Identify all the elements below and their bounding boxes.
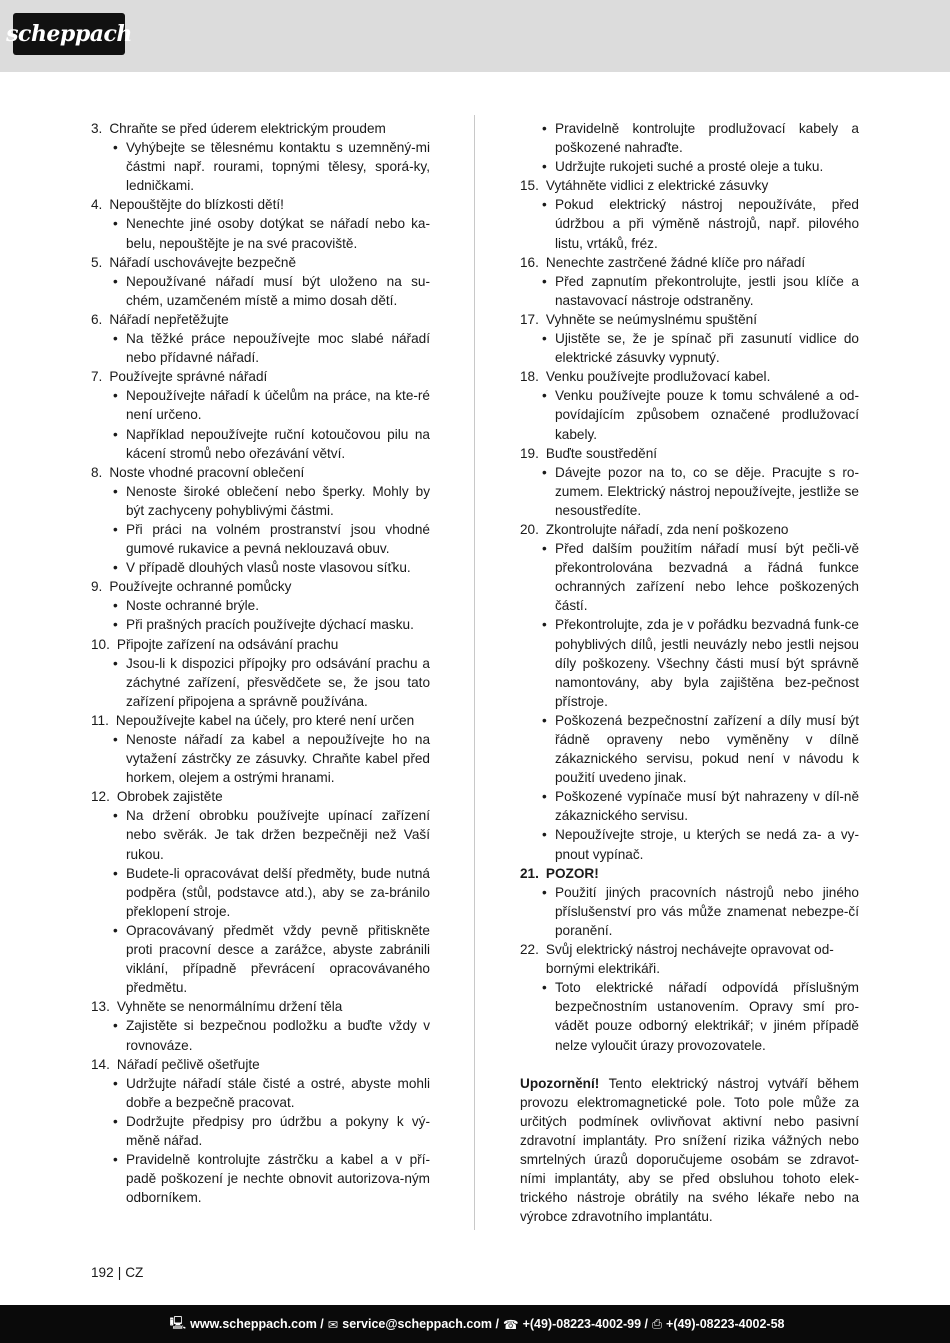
footer-phone: +(49)-08223-4002-99 / — [522, 1317, 648, 1331]
instruction-title: Vyhněte se neúmyslnému spuštění — [545, 311, 757, 327]
instruction-number: 12. — [91, 789, 110, 805]
bullet-text: V případě dlouhých vlasů noste vlasovou síťku. — [126, 560, 411, 576]
instruction-heading — [91, 997, 430, 1016]
bullet-item — [113, 138, 430, 195]
bullet-icon: • — [542, 541, 547, 557]
bullet-text: Vyhýbejte se tělesnému kontaktu s uzemněný-mi částmi např. rourami, topnými tělesy, sporá-ky, ledničkami. — [126, 140, 430, 194]
warning-label: Upozornění! — [520, 1075, 600, 1091]
bullet-text: Například nepoužívejte ruční kotoučovou pilu na kácení stromů nebo ořezávání větví. — [126, 426, 430, 461]
bullet-icon: • — [542, 159, 547, 175]
instruction-title: Používejte ochranné pomůcky — [109, 579, 292, 595]
bullet-icon: • — [542, 197, 547, 213]
instruction-heading — [520, 253, 859, 272]
bullet-text: Překontrolujte, zda je v pořádku bezvadná funk-ce pohyblivých dílů, jestli neuvázly nebo jestli nejsou díly poškozeny. Všechny části musí být správně namontovány, aby byla zajištěna bez-pečnost přístroje. — [555, 617, 859, 709]
bullet-text: Budete-li opracovávat delší předměty, bude nutná podpěra (stůl, podstavce atd.), aby se za-bránilo překlopení stroje. — [126, 865, 430, 919]
bullet-icon: • — [542, 712, 547, 728]
bullet-text: Venku používejte pouze k tomu schválené a od-povídajícím způsobem označené prodlužovací kabely. — [555, 388, 859, 442]
instruction-number: 7. — [91, 369, 103, 385]
instruction-number: 8. — [91, 464, 103, 480]
fax-icon: ⎙ — [652, 1316, 663, 1331]
bullet-item — [542, 825, 859, 863]
bullet-item — [542, 711, 859, 787]
bullet-text: Dávejte pozor na to, co se děje. Pracujte s ro-zumem. Elektrický nástroj nepoužívejte, jestliže se nesoustředíte. — [555, 464, 859, 518]
bullet-item — [113, 1074, 430, 1112]
bullet-icon: • — [542, 980, 547, 996]
bullet-text: Při prašných pracích používejte dýchací masku. — [126, 617, 414, 633]
bullet-text: Opracovávaný předmět vždy pevně přitiskněte proti pracovní desce a zarážce, abyste zabránili viklání, případně převrácení opracovávaného předmětu. — [126, 922, 430, 996]
bullet-icon: • — [542, 331, 547, 347]
bullet-text: Nenoste nářadí za kabel a nepoužívejte ho na vytažení zástrčky ze zásuvky. Chraňte kabel před horkem, olejem a ostrými hranami. — [126, 732, 430, 786]
bullet-item — [113, 596, 430, 615]
bullet-item — [113, 921, 430, 997]
instruction-title: Noste vhodné pracovní oblečení — [109, 464, 305, 480]
instruction-heading — [520, 864, 859, 883]
header-bar — [0, 0, 950, 72]
bullet-icon: • — [542, 388, 547, 404]
instruction-number: 14. — [91, 1056, 110, 1072]
footer-email[interactable]: service@scheppach.com / — [342, 1317, 499, 1331]
bullet-text: Na držení obrobku používejte upínací zařízení nebo svěrák. Je tak držen bezpečněji než Vaší rukou. — [126, 808, 430, 862]
bullet-icon: • — [113, 1018, 118, 1034]
page-number-value: 192 — [91, 1265, 114, 1280]
bullet-icon: • — [542, 617, 547, 633]
instruction-heading — [91, 253, 430, 272]
bullet-item — [113, 1112, 430, 1150]
bullet-icon: • — [542, 121, 547, 136]
instruction-title: Obrobek zajistěte — [116, 789, 223, 805]
bullet-item — [113, 1016, 430, 1054]
computer-icon: 🖳 — [169, 1315, 187, 1330]
instruction-heading — [520, 940, 859, 978]
bullet-item — [113, 864, 430, 921]
instruction-title: Nářadí nepřetěžujte — [109, 311, 229, 327]
bullet-item — [113, 329, 430, 367]
bullet-item — [113, 386, 430, 424]
instruction-heading — [91, 463, 430, 482]
bullet-icon: • — [113, 655, 118, 671]
instruction-number: 13. — [91, 999, 110, 1015]
instruction-heading — [91, 195, 430, 214]
bullet-text: Nenoste široké oblečení nebo šperky. Mohly by být zachyceny pohyblivými částmi. — [126, 483, 430, 518]
bullet-text: Nenechte jiné osoby dotýkat se nářadí nebo ka-belu, nepouštějte je na své pracoviště. — [126, 216, 430, 251]
instruction-heading — [520, 444, 859, 463]
bullet-item — [113, 482, 430, 520]
emf-warning-paragraph — [520, 1074, 859, 1227]
instruction-number: 3. — [91, 121, 103, 136]
bullet-item — [113, 558, 430, 577]
column-divider — [474, 115, 475, 1230]
phone-icon: ☎ — [502, 1317, 519, 1332]
instruction-heading — [91, 310, 430, 329]
instruction-title: Používejte správné nářadí — [109, 369, 268, 385]
instruction-heading — [91, 787, 430, 806]
instruction-number: 16. — [520, 254, 539, 270]
bullet-text: Při práci na volném prostranství jsou vhodné gumové rukavice a pevná neklouzavá obuv. — [126, 521, 430, 557]
bullet-text: Udržujte nářadí stále čisté a ostré, abyste mohli dobře a bezpečně pracovat. — [126, 1075, 430, 1110]
instruction-number: 19. — [520, 445, 539, 461]
instruction-title: Chraňte se před úderem elektrickým proudem — [109, 121, 386, 136]
bullet-item — [113, 730, 430, 787]
bullet-text: Nepoužívané nářadí musí být uloženo na su-chém, uzamčeném místě a mimo dosah dětí. — [126, 273, 430, 308]
bullet-item — [113, 520, 430, 558]
bullet-item — [113, 806, 430, 863]
bullet-item — [113, 214, 430, 252]
instruction-number: 21. — [520, 865, 539, 881]
bullet-icon: • — [113, 521, 118, 537]
left-column — [91, 119, 430, 1207]
bullet-item — [542, 539, 859, 615]
bullet-icon: • — [113, 598, 118, 614]
bullet-item — [542, 195, 859, 252]
bullet-icon: • — [113, 922, 118, 938]
bullet-icon: • — [542, 789, 547, 805]
bullet-text: Použití jiných pracovních nástrojů nebo jiného příslušenství pro vás může znamenat nebezpe-čí poranění. — [555, 884, 859, 938]
bullet-item — [113, 615, 430, 634]
mail-icon: ✉ — [327, 1317, 339, 1332]
bullet-text: Poškozené vypínače musí být nahrazeny v díl-ně zákaznického servisu. — [555, 789, 859, 824]
instruction-title: Svůj elektrický nástroj nechávejte opravovat od-bornými elektrikáři. — [545, 942, 834, 977]
bullet-item — [113, 425, 430, 463]
bullet-text: Zajistěte si bezpečnou podložku a buďte vždy v rovnováze. — [126, 1018, 430, 1053]
right-column — [520, 119, 859, 1226]
bullet-item — [542, 615, 859, 710]
bullet-icon: • — [113, 273, 118, 289]
instruction-title: Nářadí pečlivě ošetřujte — [116, 1056, 260, 1072]
bullet-item — [542, 329, 859, 367]
bullet-icon: • — [542, 884, 547, 900]
bullet-icon: • — [113, 426, 118, 442]
bullet-item — [542, 463, 859, 520]
bullet-icon: • — [113, 1152, 118, 1168]
instruction-number: 15. — [520, 178, 539, 194]
instruction-title: Nepouštějte do blízkosti dětí! — [109, 197, 284, 213]
instruction-heading — [520, 367, 859, 386]
bullet-icon: • — [113, 865, 118, 881]
bullet-item — [113, 654, 430, 711]
instruction-heading — [91, 711, 430, 730]
instruction-heading — [520, 520, 859, 539]
bullet-item — [542, 119, 859, 157]
bullet-text: Jsou-li k dispozici přípojky pro odsávání prachu a záchytné zařízení, přesvědčete se, že jsou tato zařízení připojena a správně používána. — [126, 655, 430, 709]
instruction-title: Zkontrolujte nářadí, zda není poškozeno — [545, 521, 789, 537]
instruction-title: Venku používejte prodlužovací kabel. — [545, 369, 771, 385]
warning-text: Tento elektrický nástroj vytváří během provozu elektromagnetické pole. Toto pole může za určitých podmínek ovlivňovat aktivní nebo pasivní zdravotní implantáty. Pro snížení rizika vážných nebo smrtelných úrazů doporučujeme osobám se zdravot-ními implantáty, aby se před obsluhou tohoto elek-trického nástroje obrátily na svého lékaře nebo na výrobce zdravotního implantátu. — [520, 1075, 859, 1225]
instruction-title: Připojte zařízení na odsávání prachu — [116, 636, 339, 652]
bullet-text: Dodržujte předpisy pro údržbu a pokyny k vý-měně nářad. — [126, 1113, 430, 1148]
instruction-number: 20. — [520, 521, 539, 537]
footer-bar — [0, 1305, 950, 1343]
bullet-icon: • — [113, 560, 118, 576]
bullet-text: Noste ochranné brýle. — [126, 598, 259, 614]
instruction-title: POZOR! — [545, 865, 599, 881]
bullet-text: Pravidelně kontrolujte zástrčku a kabel a v pří-padě poškození je nechte obnovit autorizova-ným odborníkem. — [126, 1152, 430, 1206]
instruction-number: 11. — [91, 712, 109, 728]
instruction-number: 18. — [520, 369, 539, 385]
bullet-text: Poškozená bezpečnostní zařízení a díly musí být řádně opraveny nebo vyměněny v dílně zákaznického servisu, pokud není v návodu k použití uvedeno jinak. — [555, 712, 859, 786]
instruction-title: Vytáhněte vidlici z elektrické zásuvky — [545, 178, 769, 194]
bullet-icon: • — [542, 464, 547, 480]
instruction-number: 6. — [91, 311, 103, 327]
bullet-icon: • — [113, 617, 118, 633]
instruction-heading — [91, 1055, 430, 1074]
instruction-title: Nářadí uschovávejte bezpečně — [109, 254, 296, 270]
bullet-text: Na těžké práce nepoužívejte moc slabé nářadí nebo přídavné nářadí. — [126, 331, 430, 366]
instruction-number: 9. — [91, 579, 103, 595]
instruction-heading — [91, 635, 430, 654]
bullet-icon: • — [113, 388, 118, 404]
bullet-text: Nepoužívejte stroje, u kterých se nedá za- a vy-pnout vypínač. — [555, 827, 859, 862]
bullet-icon: • — [113, 216, 118, 232]
bullet-item — [542, 386, 859, 443]
bullet-icon: • — [113, 1113, 118, 1129]
brand-logo: scheppach — [13, 13, 125, 55]
bullet-text: Toto elektrické nářadí odpovídá příslušným bezpečnostním ustanovením. Opravy smí pro-vádět pouze odborný elektrikář; v jiném případě nelze vyloučit úrazy provozovatele. — [555, 980, 859, 1053]
bullet-text: Před zapnutím překontrolujte, jestli jsou klíče a nastavovací nástroje odstraněny. — [555, 273, 859, 308]
instruction-number: 22. — [520, 942, 539, 958]
bullet-icon: • — [113, 808, 118, 824]
instruction-heading — [91, 577, 430, 596]
instruction-heading — [91, 367, 430, 386]
bullet-text: Nepoužívejte nářadí k účelům na práce, na kte-ré není určeno. — [126, 388, 430, 423]
bullet-text: Pravidelně kontrolujte prodlužovací kabely a poškozené nahraďte. — [555, 121, 859, 156]
bullet-icon: • — [113, 483, 118, 499]
bullet-icon: • — [542, 273, 547, 289]
bullet-item — [542, 157, 859, 176]
bullet-item — [542, 787, 859, 825]
instruction-heading — [520, 176, 859, 195]
page-separator: | — [117, 1265, 122, 1280]
instruction-title: Nenechte zastrčené žádné klíče pro nářadí — [545, 254, 806, 270]
bullet-icon: • — [113, 1075, 118, 1091]
bullet-text: Před dalším použitím nářadí musí být pečli-vě překontrolována bezvadná a řádná funkce ochranných zařízení nebo lehce poškozených částí. — [555, 541, 859, 614]
instruction-number: 17. — [520, 311, 539, 327]
instruction-number: 5. — [91, 254, 103, 270]
bullet-icon: • — [113, 331, 118, 347]
instruction-number: 4. — [91, 197, 103, 213]
bullet-icon: • — [542, 827, 547, 843]
bullet-text: Udržujte rukojeti suché a prosté oleje a tuku. — [555, 159, 824, 175]
bullet-item — [113, 1150, 430, 1207]
bullet-text: Pokud elektrický nástroj nepoužíváte, před údržbou a při výměně nástrojů, např. pilového listu, vrtáků, fréz. — [555, 197, 859, 251]
bullet-item — [113, 272, 430, 310]
bullet-item — [542, 272, 859, 310]
instruction-title: Buďte soustředění — [545, 445, 658, 461]
page-language: CZ — [125, 1265, 144, 1280]
footer-fax: +(49)-08223-4002-58 — [666, 1317, 785, 1331]
bullet-text: Ujistěte se, že je spínač při zasunutí vidlice do elektrické zásuvky vypnutý. — [555, 331, 859, 366]
instruction-title: Nepoužívejte kabel na účely, pro které není určen — [115, 712, 415, 728]
page-number — [91, 1265, 143, 1280]
instruction-number: 10. — [91, 636, 110, 652]
instruction-title: Vyhněte se nenormálnímu držení těla — [116, 999, 343, 1015]
footer-website[interactable]: www.scheppach.com / — [190, 1317, 324, 1331]
bullet-icon: • — [113, 140, 118, 156]
bullet-item — [542, 978, 859, 1054]
bullet-icon: • — [113, 732, 118, 747]
instruction-heading — [91, 119, 430, 138]
bullet-item — [542, 883, 859, 940]
instruction-heading — [520, 310, 859, 329]
